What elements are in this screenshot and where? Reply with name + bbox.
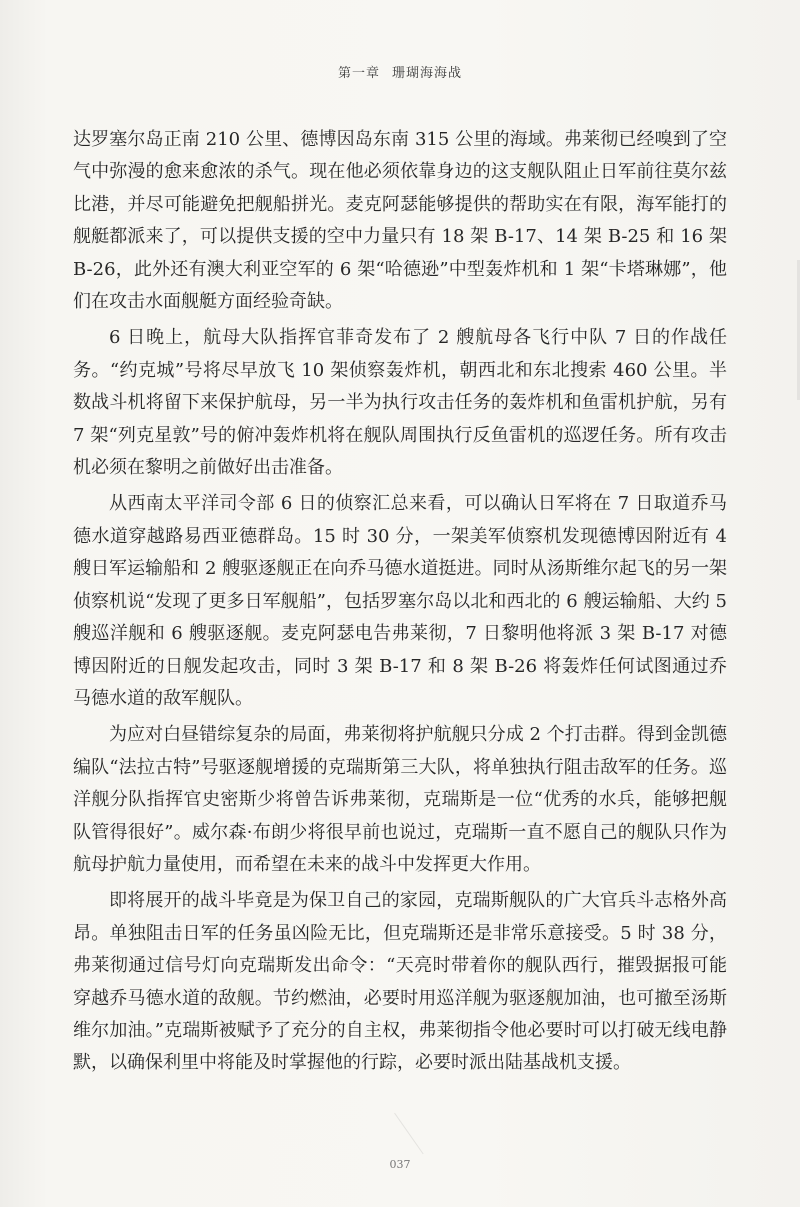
paragraph-1: 达罗塞尔岛正南 210 公里、德博因岛东南 315 公里的海域。弗莱彻已经嗅到了空气中弥漫的愈来愈浓的杀气。现在他必须依靠身边的这支舰队阻止日军前往莫尔兹比港，并尽可能避免把舰船拼光。麦克阿瑟能够提供的帮助实在有限，海军能打的舰艇都派来了，可以提供支援的空中力量只有 18 架 B-17、14 架 B-25 和 16 架 B-26，此外还有澳大利亚空军的 6 架“哈德逊”中型轰炸机和 1 架“卡塔琳娜”，他们在攻击水面舰艇方面经验奇缺。 xyxy=(73,129,727,313)
paragraph-3: 从西南太平洋司令部 6 日的侦察汇总来看，可以确认日军将在 7 日取道乔马德水道穿越路易西亚德群岛。15 时 30 分，一架美军侦察机发现德博因附近有 4 艘日军运输船和 2 艘驱逐舰正在向乔马德水道挺进。同时从汤斯维尔起飞的另一架侦察机说“发现了更多日军舰船”，包括罗塞尔岛以北和西北的 6 艘运输船、大约 5 艘巡洋舰和 6 艘驱逐舰。麦克阿瑟电告弗莱彻，7 日黎明他将派 3 架 B-17 对德博因附近的日舰发起攻击，同时 3 架 B-17 和 8 架 B-26 将轰炸任何试图通过乔马德水道的敌军舰队。 xyxy=(73,493,727,709)
running-head xyxy=(0,62,800,81)
chapter-number: 第一章 xyxy=(337,66,380,81)
paragraph-4: 为应对白昼错综复杂的局面，弗莱彻将护航舰只分成 2 个打击群。得到金凯德编队“法拉古特”号驱逐舰增援的克瑞斯第三大队，将单独执行阻击敌军的任务。巡洋舰分队指挥官史密斯少将曾告诉弗莱彻，克瑞斯是一位“优秀的水兵，能够把舰队管得很好”。威尔森·布朗少将很早前也说过，克瑞斯一直不愿自己的舰队只作为航母护航力量使用，而希望在未来的战斗中发挥更大作用。 xyxy=(73,724,727,875)
paragraph-5: 即将展开的战斗毕竟是为保卫自己的家园，克瑞斯舰队的广大官兵斗志格外高昂。单独阻击日军的任务虽凶险无比，但克瑞斯还是非常乐意接受。5 时 38 分，弗莱彻通过信号灯向克瑞斯发出命令：“天亮时带着你的舰队西行，摧毁据报可能穿越乔马德水道的敌舰。节约燃油，必要时用巡洋舰为驱逐舰加油，也可撤至汤斯维尔加油。”克瑞斯被赋予了充分的自主权，弗莱彻指令他必要时可以打破无线电静默，以确保利里中将能及时掌握他的行踪，必要时派出陆基战机支援。 xyxy=(73,890,727,1074)
page-number: 037 xyxy=(389,1158,411,1171)
chapter-title: 珊瑚海海战 xyxy=(392,66,463,81)
paragraph-2: 6 日晚上，航母大队指挥官菲奇发布了 2 艘航母各飞行中队 7 日的作战任务。“约克城”号将尽早放飞 10 架侦察轰炸机，朝西北和东北搜索 460 公里。半数战斗机将留下来保护航母，另一半为执行攻击任务的轰炸机和鱼雷机护航，另有 7 架“列克星敦”号的俯冲轰炸机将在舰队周围执行反鱼雷机的巡逻任务。所有攻击机必须在黎明之前做好出击准备。 xyxy=(73,327,727,479)
body-text xyxy=(73,124,727,1084)
